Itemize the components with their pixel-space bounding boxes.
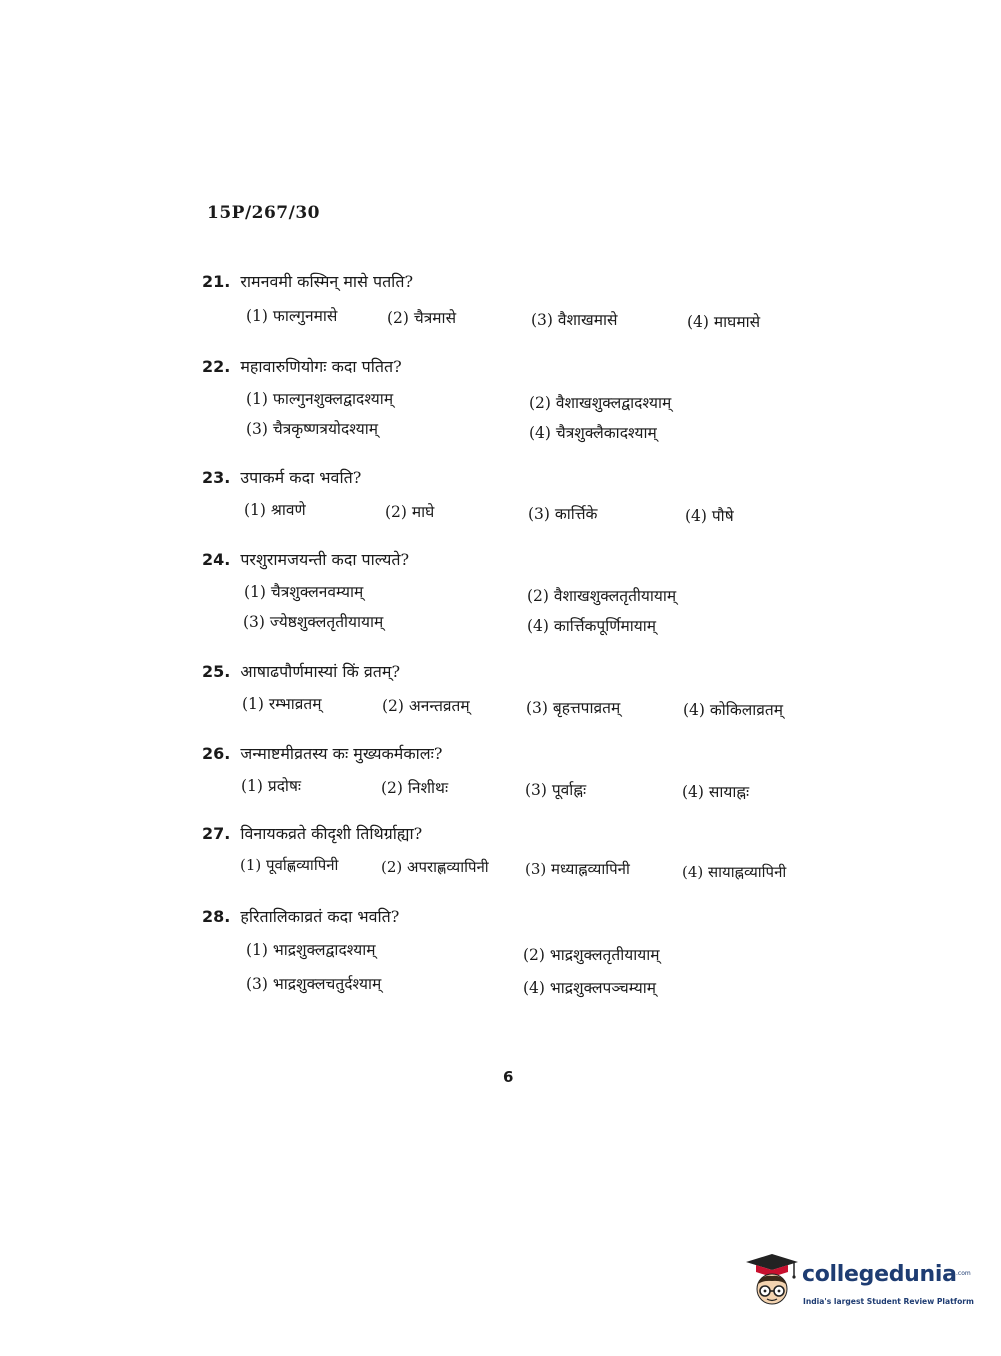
option-1: (1) पूर्वाह्णव्यापिनी (240, 856, 339, 874)
question-number: 21. (202, 272, 231, 291)
question-text: महावारुणियोगः कदा पतित? (240, 357, 402, 376)
option-3: (3) चैत्रकृष्णत्रयोदश्याम् (246, 420, 379, 438)
option-1: (1) चैत्रशुक्लनवम्याम् (244, 583, 364, 601)
question-text: परशुरामजयन्ती कदा पाल्यते? (240, 550, 410, 569)
option-4: (4) माघमासे (687, 313, 761, 331)
option-2: (2) भाद्रशुक्लतृतीयायाम् (523, 946, 660, 964)
option-4: (4) भाद्रशुक्लपञ्चम्याम् (523, 979, 657, 997)
question-number: 27. (202, 824, 231, 843)
question-text: विनायकव्रते कीदृशी तिथिर्ग्राह्या? (240, 824, 423, 843)
option-4: (4) चैत्रशुक्लैकादश्याम् (529, 424, 657, 442)
option-3: (3) बृहत्तपाव्रतम् (526, 699, 621, 717)
option-1: (1) प्रदोषः (241, 777, 302, 795)
option-2: (2) वैशाखशुक्लतृतीयायाम् (527, 587, 677, 605)
question-text: जन्माष्टमीव्रतस्य कः मुख्यकर्मकालः? (240, 744, 443, 763)
option-2: (2) निशीथः (381, 779, 449, 797)
question-text: उपाकर्म कदा भवति? (240, 468, 362, 487)
option-2: (2) अनन्तव्रतम् (382, 697, 470, 715)
option-2: (2) माघे (385, 503, 435, 521)
question-number: 26. (202, 744, 231, 763)
page-number: 6 (503, 1068, 514, 1086)
option-3: (3) कार्त्तिके (528, 505, 598, 523)
question-number: 23. (202, 468, 231, 487)
option-4: (4) कोकिलाव्रतम् (683, 701, 783, 719)
option-1: (1) श्रावणे (244, 501, 306, 519)
option-4: (4) पौषे (685, 507, 734, 525)
brand-tagline: India's largest Student Review Platform (803, 1297, 974, 1306)
page-code: 15P/267/30 (207, 203, 321, 223)
option-3: (3) मध्याह्नव्यापिनी (525, 860, 630, 878)
question-text: आषाढपौर्णमास्यां किं व्रतम्? (240, 662, 401, 681)
brand-name: collegedunia (802, 1262, 957, 1287)
collegedunia-logo-icon (742, 1252, 802, 1312)
question-text: रामनवमी कस्मिन् मासे पतति? (240, 272, 414, 291)
question-number: 22. (202, 357, 231, 376)
question-text: हरितालिकाव्रतं कदा भवति? (240, 907, 400, 926)
question-number: 25. (202, 662, 231, 681)
option-2: (2) वैशाखशुक्लद्वादश्याम् (529, 394, 672, 412)
option-2: (2) अपराह्णव्यापिनी (381, 858, 489, 876)
option-3: (3) पूर्वाह्नः (525, 781, 587, 799)
option-3: (3) ज्येष्ठशुक्लतृतीयायाम् (243, 613, 384, 631)
option-2: (2) चैत्रमासे (387, 309, 457, 327)
option-4: (4) सायाह्नः (682, 783, 750, 801)
option-1: (1) रम्भाव्रतम् (242, 695, 322, 713)
option-1: (1) फाल्गुनमासे (246, 307, 338, 325)
brand-domain-suffix: .com (956, 1270, 971, 1277)
option-4: (4) कार्त्तिकपूर्णिमायाम् (527, 617, 657, 635)
option-4: (4) सायाह्नव्यापिनी (682, 863, 787, 881)
collegedunia-watermark (742, 1252, 972, 1316)
option-1: (1) फाल्गुनशुक्लद्वादश्याम् (246, 390, 394, 408)
option-3: (3) भाद्रशुक्लचतुर्दश्याम् (246, 975, 382, 993)
option-1: (1) भाद्रशुक्लद्वादश्याम् (246, 941, 376, 959)
question-number: 24. (202, 550, 231, 569)
question-number: 28. (202, 907, 231, 926)
option-3: (3) वैशाखमासे (531, 311, 618, 329)
